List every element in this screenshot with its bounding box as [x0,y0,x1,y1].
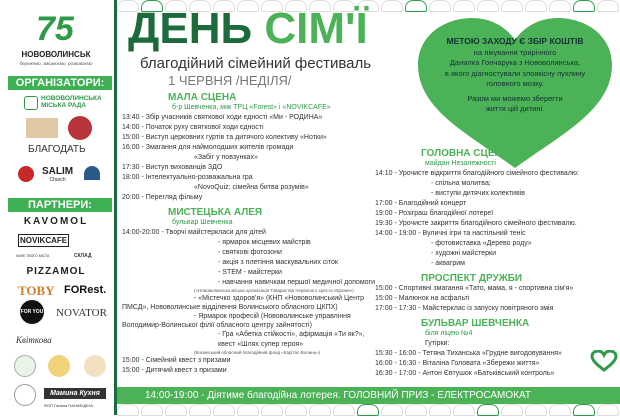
schedule-item: 19:30 - Урочисте закриття благодійного сімейного фестивалю. [375,220,577,227]
heart-pattern-icon [381,0,403,12]
heart-pattern-icon [141,404,163,416]
fundraising-message [425,36,605,115]
heart-pattern-icon [597,404,619,416]
schedule-item: «NovoQuiz: сімейна битва розумів» [194,184,309,191]
partner-round-logo [14,384,36,406]
schedule-item: - спільна молитва; [431,180,491,187]
council-name-line: НОВОВОЛИНСЬКА [41,95,102,102]
schedule-item: (Волинський обласний благодійний фонд «Карітас-Волинь») [194,350,321,355]
heart-outline-icon [590,350,618,372]
schedule-item: - виступи дитячих колективів [431,190,525,197]
novikcafe-logo: NOVIKCAFE [20,236,68,245]
school-logo [26,118,58,138]
message-line: головного мозку. [486,79,544,88]
schedule-right [375,148,579,379]
schedule-item: 15:30 - 16:00 - Тетяна Тиханська «Грудне вигодовування» [375,350,562,357]
schedule-item: - Ярмарок професій (Нововолинське управління Володимир-Волинської філії обласного центру зайнятості) [122,313,351,329]
partner-round-logo [84,355,106,377]
partner-round-logo [48,355,70,377]
heart-pattern-icon [309,404,331,416]
schedule-item: - Гра «Абетка стійкості», афірмація «Ти як?», [218,331,365,338]
title-part-2: СІМ'Ї [264,4,368,53]
city-council-logo [41,95,102,109]
heart-pattern-icon [501,404,523,416]
organization-logo [84,166,100,180]
heart-pattern-icon [261,404,283,416]
council-name-line: МІСЬКА РАДА [41,102,87,109]
salim-logo [42,166,73,183]
section-location: майдан Незалежності [425,160,496,167]
schedule-item: квест «Шлях супер героя» [218,341,304,348]
schedule-item: - художні майстерки [431,250,496,257]
message-line: життя цій дитині. [485,104,545,113]
schedule-item: «Забіг у повзунках» [194,154,258,161]
section-location: біля ліцею №4 [425,330,473,337]
heart-pattern-icon [453,404,475,416]
heart-pattern-icon [549,404,571,416]
heart-pattern-icon [381,404,403,416]
schedule-left [122,92,375,376]
schedule-item: - акція з плетіння маскувальних сіток [218,259,338,266]
heart-pattern-icon [429,404,451,416]
schedule-item: - фотовиставка «Дерево роду» [431,240,532,247]
heart-pattern-icon [525,404,547,416]
city-motto: бережемо, зміцнюємо, розвиваємо [19,61,93,66]
schedule-item: 15:00 - Спортивні змагання «Тато, мама, я - спортивна сім'я» [375,285,574,292]
kavomol-logo: KAVOMOL [23,216,89,227]
fop-logo: ФОП Галина ПАНАФІДІНА [44,403,93,408]
section-location: б-р Шевченка, між ТРЦ «Forest» і «NOVIKCAFE» [172,104,331,111]
message-line: на лікування трирічного [473,47,557,57]
schedule-item: - святкові фотозони [218,249,282,256]
section-location: бульвар Шевченка [172,219,233,226]
toby-logo: TOBY [18,283,55,298]
schedule-item: 17:00 - Благодійний концерт [375,200,467,207]
section-heading: МИСТЕЦЬКА АЛЕЯ [168,207,263,218]
shield-icon [24,96,38,110]
heart-pattern-icon [573,404,595,416]
sklad-logo: СКЛАД [74,253,92,259]
partner-round-logo [14,355,36,377]
heart-pattern-icon [117,404,139,416]
schedule-item: 14:00-20:00 - Творчі майстеркласи для дітей [122,229,266,236]
message-line: Данилка Гончарука з Нововолинська, [449,58,581,67]
salim-name: SALIM [42,166,74,177]
schedule-item: 14:00 - Початок руху святкової ходи єдності [122,124,264,131]
schedule-item: 16:00 - 16:30 - Віталіна Головата «Збережи життя» [375,360,540,367]
message-line: в якого діагностували злоякісну пухлину [444,68,586,78]
heart-pattern-icon [285,404,307,416]
subtitle: благодійний сімейний фестиваль [140,55,372,72]
anniversary-logo: 75 [36,10,74,48]
section-heading: ГОЛОВНА СЦЕНА [421,148,509,159]
schedule-item: 16:00 - Змагання для наймолодших жителів громади [122,144,294,151]
schedule-item: 15:00 - Малюнок на асфальті [375,295,470,302]
message-line: Разом ми можемо зберегти [467,93,563,103]
schedule-item: - «Містечко здоров'я» (КНП «Нововолинський Центр ПМСД», Нововолинське відділення Волинського обласного ЦКПХ) [122,295,365,311]
schedule-item: 15:00 - Виступ церковних гуртів та дитячого колективу «Нотки» [122,134,327,141]
heart-pattern-icon [213,404,235,416]
heart-pattern-icon [189,404,211,416]
heart-logo [18,166,34,182]
fundraising-headline: МЕТОЮ ЗАХОДУ Є ЗБІР КОШТІВ [446,36,584,46]
schedule-item: 17:00 - 17:30 - Майстерклас із запуску повітряного змія [375,305,554,312]
heart-pattern-icon [477,404,499,416]
schedule-item: 13:40 - Збір учасників святкової ходи єдності «Ми - РОДИНА» [122,114,323,121]
schedule-item: 20:00 - Перегляд фільму [122,194,203,201]
schedule-item: 16:30 - 17:00 - Антон Євтушок «Батьківський контроль» [375,370,555,377]
event-date: 1 ЧЕРВНЯ /НЕДІЛЯ/ [168,73,292,88]
schedule-item: («Нововолинська міська організація Товариства Червоного хреста України») [194,288,354,293]
divider-line [114,0,117,415]
sidebar [0,0,112,415]
heart-pattern-icon [357,404,379,416]
schedule-item: - аквагрим [431,260,465,267]
schedule-item: - STEM - майстерки [218,269,282,276]
schedule-item: 18:00 - Інтелектуально-розважальна гра [122,174,253,181]
foryou-logo: FOR YOU [20,300,44,324]
schedule-item: 14:10 - Урочисте відкриття благодійного сімейного фестивалю: [375,170,580,177]
schedule-item: 17:30 - Виступ вихованців ЗДО [122,164,223,171]
page-title [128,4,368,54]
organizers-banner: ОРГАНІЗАТОРИ: [8,76,112,90]
kvitkova-logo: Квіткова [16,335,52,345]
partners-banner: ПАРТНЕРИ: [8,198,112,212]
novator-logo: NOVATOR [56,307,107,319]
title-part-1: ДЕНЬ [128,4,253,53]
novikcafe-tagline: КАФЕ ТВОГО МІСТА [16,254,50,258]
heart-pattern-icon [333,404,355,416]
mamyna-kukhnia-logo: Мамина Кухня [44,388,106,399]
church-logo [68,116,92,140]
blagodat-logo: БЛАГОДАТЬ [28,144,86,155]
heart-pattern-bottom [117,404,620,418]
heart-pattern-icon [165,404,187,416]
schedule-item: - ярмарок місцевих майстрів [218,239,311,246]
pizzamol-logo: PIZZAMOL [26,266,86,277]
heart-pattern-icon [405,404,427,416]
forest-logo: FORest. [64,284,107,296]
section-heading: МАЛА СЦЕНА [168,92,237,103]
salim-church: Church [49,177,66,183]
schedule-item: - навчання навичкам першої медичної допомоги [218,279,375,286]
lottery-banner: 14:00-19:00 - Діятиме благодійна лотерея. ГОЛОВНИЙ ПРИЗ - ЕЛЕКТРОСАМОКАТ [117,387,620,404]
schedule-item: 15:00 - Дитячий квест з призами [122,367,227,374]
schedule-item: 14:00 - 19:00 - Вуличні ігри та настільний теніс [375,230,526,237]
schedule-item: 15:00 - Сімейний квест з призами [122,357,231,364]
schedule-item: 19:00 - Розіграш благодійної лотереї [375,210,494,217]
section-heading: БУЛЬВАР ШЕВЧЕНКА [421,318,530,329]
schedule-item: Гутірки: [425,340,450,347]
section-heading: ПРОСПЕКТ ДРУЖБИ [421,273,523,284]
city-name: НОВОВОЛИНСЬК [21,50,91,59]
heart-pattern-icon [237,404,259,416]
